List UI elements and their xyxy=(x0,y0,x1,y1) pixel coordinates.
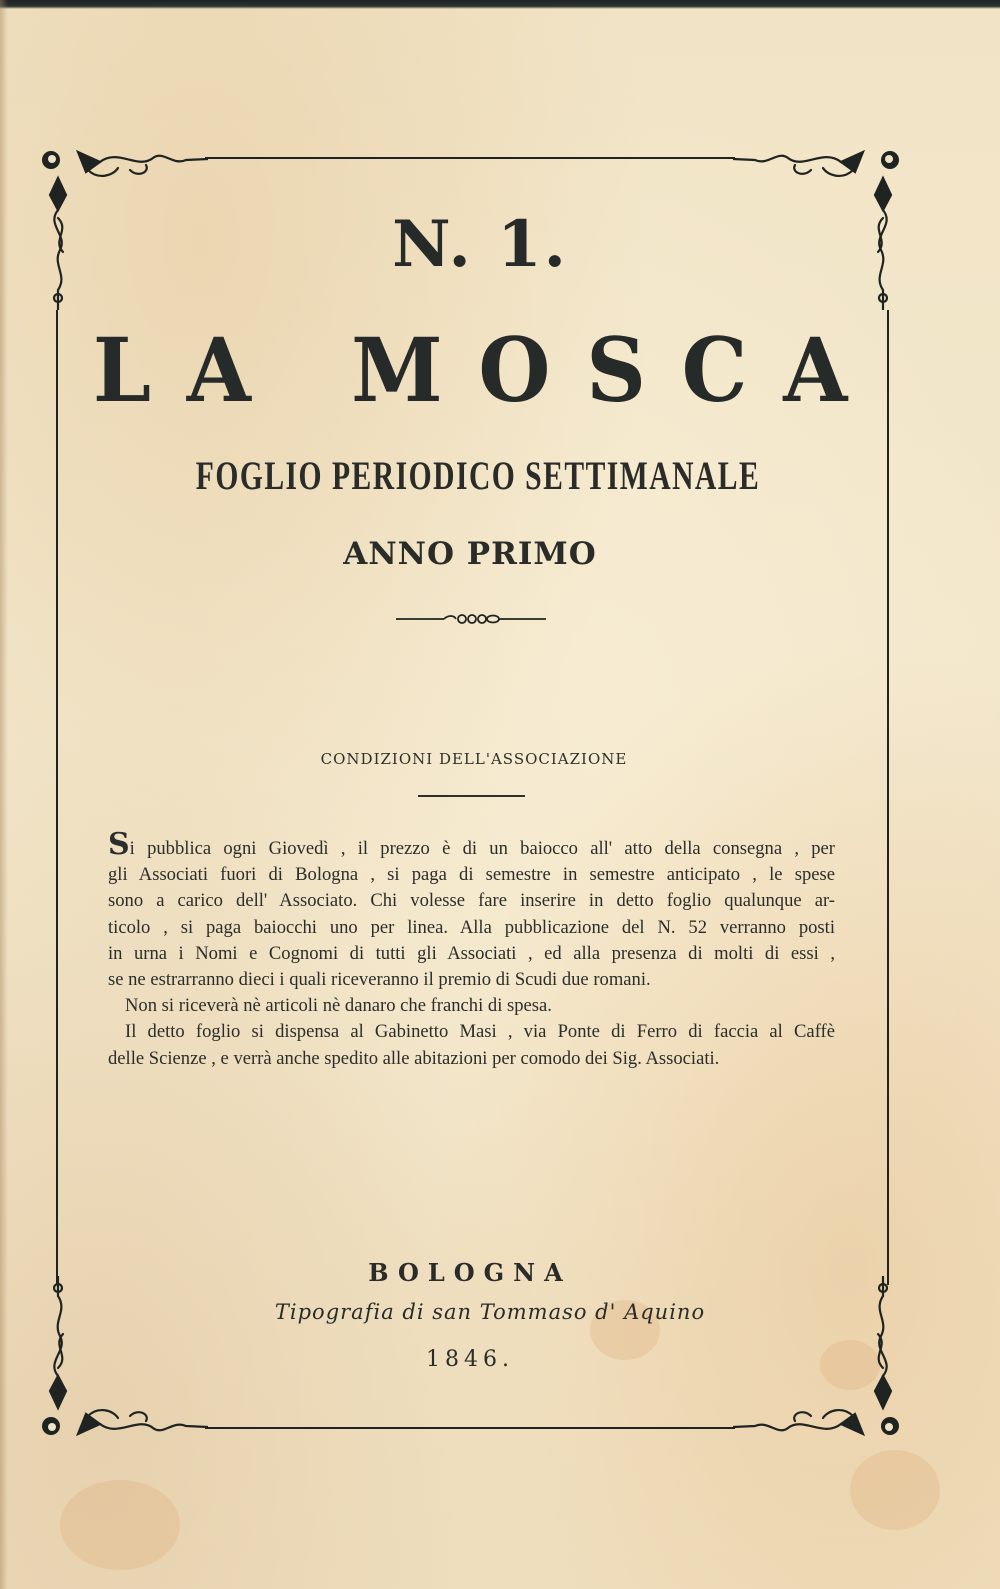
drop-cap: S xyxy=(108,827,130,862)
body-line: in urna i Nomi e Cognomi di tutti gli Associati , ed alla presenza di molti di essi , xyxy=(108,942,835,964)
imprint-printer: Tipografia di san Tommaso d' Aquino xyxy=(274,1300,706,1324)
body-line: ticolo , si paga baiocchi uno per linea. Alla pubblicazione del N. 52 verranno posti xyxy=(108,916,835,938)
frame-bottom-rule xyxy=(205,1427,735,1429)
issue-number: N. 1. xyxy=(392,207,568,282)
frame-right-rule xyxy=(887,310,889,1285)
body-line: delle Scienze , e verrà anche spedito alle abitazioni per comodo dei Sig. Associati. xyxy=(108,1047,720,1069)
body-line: sono a carico dell' Associato. Chi volesse fare inserire in detto foglio qualunque ar- xyxy=(108,890,835,912)
conditions-body xyxy=(108,827,835,1072)
masthead-title: LA MOSCA xyxy=(92,318,884,422)
body-line-text: i pubblica ogni Giovedì , il prezzo è di un baiocco all' atto della consegna , per xyxy=(129,838,835,859)
body-line: gli Associati fuori di Bologna , si paga di semestre in semestre anticipato , le spese xyxy=(108,864,835,886)
body-line: se ne estrarranno dieci i quali riceveranno il premio di Scudi due romani. xyxy=(108,969,651,991)
frame-top-rule xyxy=(205,157,735,159)
imprint-year: 1846. xyxy=(426,1347,514,1372)
masthead-subtitle: FOGLIO PERIODICO SETTIMANALE xyxy=(195,453,761,498)
paper-stain xyxy=(850,1450,940,1530)
body-line: Il detto foglio si dispensa al Gabinetto Masi , via Ponte di Ferro di faccia al Caffè xyxy=(125,1021,835,1043)
body-line: Non si riceverà nè articoli nè danaro che franchi di spesa. xyxy=(125,995,552,1017)
page-top-edge xyxy=(0,0,1000,9)
paper-stain xyxy=(60,1480,180,1570)
body-line xyxy=(108,827,835,862)
section-divider xyxy=(418,795,525,797)
conditions-heading: CONDIZIONI DELL'ASSOCIAZIONE xyxy=(320,750,628,768)
volume-year-label: ANNO PRIMO xyxy=(343,536,597,572)
frame-left-rule xyxy=(56,310,58,1285)
ornamental-rule-icon xyxy=(396,612,546,626)
imprint-city: BOLOGNA xyxy=(368,1258,572,1287)
